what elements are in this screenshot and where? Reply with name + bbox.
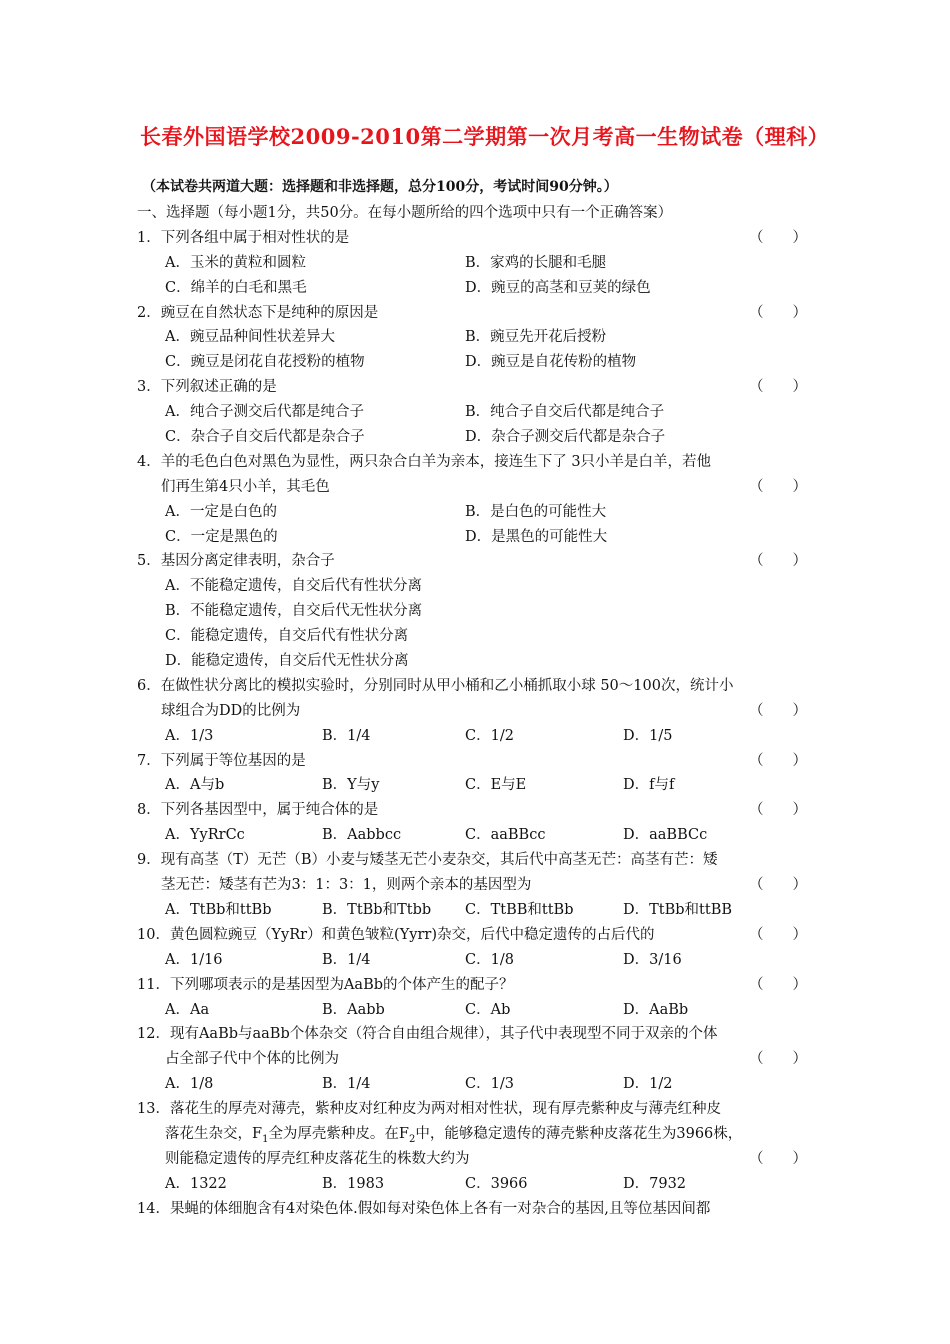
option-c: C．杂合子自交后代都是杂合子 — [165, 429, 365, 446]
option-a: A．TtBb和ttBb — [165, 901, 272, 918]
option-b: B．家鸡的长腿和毛腿 — [465, 254, 607, 271]
question-stem: 10．黄色圆粒豌豆（YyRr）和黄色皱粒(Yyrr)杂交，后代中稳定遗传的占后代的 — [137, 926, 655, 943]
question-stem: 7．下列属于等位基因的是 — [137, 752, 306, 769]
question-stem: 9．现有高茎（T）无芒（B）小麦与矮茎无芒小麦杂交，其后代中高茎无芒：高茎有芒：矮 — [137, 852, 718, 869]
option-c: C．aaBBcc — [465, 827, 546, 844]
question-stem: 茎无芒：矮茎有芒为3：1：3：1，则两个亲本的基因型为 — [161, 877, 532, 894]
option-row — [137, 425, 837, 450]
answer-blank: （ ） — [749, 802, 807, 819]
option-b: B．1/4 — [322, 727, 371, 744]
option-b: B．1/4 — [322, 1076, 371, 1093]
option-d: D．3/16 — [623, 951, 682, 968]
option-row — [137, 948, 837, 973]
question-4 — [137, 450, 837, 475]
question-stem: 12．现有AaBb与aaBb个体杂交（符合自由组合规律），其子代中表现型不同于双亲的个体 — [137, 1026, 718, 1043]
option-b: B．Y与y — [322, 777, 380, 794]
question-11 — [137, 973, 837, 998]
option-d: D．1/2 — [623, 1076, 673, 1093]
answer-blank: （ ） — [749, 1051, 807, 1068]
option-a: A．1/3 — [165, 727, 214, 744]
option-c: C．豌豆是闭花自花授粉的植物 — [165, 354, 365, 371]
option-a: A．A与b — [165, 777, 225, 794]
question-stem-part: 中，能够稳定遗传的薄壳紫种皮落花生为3966株， — [415, 1125, 743, 1142]
option-c: C．3966 — [465, 1175, 528, 1192]
question-stem-continued — [137, 873, 837, 898]
answer-blank: （ ） — [749, 229, 807, 246]
question-9 — [137, 848, 837, 873]
option-row — [137, 724, 837, 749]
exam-content — [137, 201, 837, 1222]
option-row — [137, 251, 837, 276]
question-2 — [137, 301, 837, 326]
option-b: B．是白色的可能性大 — [465, 503, 607, 520]
option-c: C．能稳定遗传，自交后代有性状分离 — [165, 628, 409, 645]
option-c: C．1/8 — [465, 951, 514, 968]
question-stem-part: 全为厚壳紫种皮。在F — [268, 1125, 409, 1142]
question-stem: 5．基因分离定律表明，杂合子 — [137, 553, 335, 570]
question-stem: 3．下列叙述正确的是 — [137, 379, 277, 396]
question-stem-part: 落花生杂交，F — [165, 1125, 263, 1142]
question-13 — [137, 1097, 837, 1122]
exam-title: 长春外国语学校2009-2010第二学期第一次月考高一生物试卷（理科） — [140, 124, 830, 149]
option-a: A．YyRrCc — [165, 827, 245, 844]
option-row — [137, 998, 837, 1023]
option-row — [137, 823, 837, 848]
option-row — [137, 525, 837, 550]
question-stem: 们再生第4只小羊，其毛色 — [161, 478, 330, 495]
answer-blank: （ ） — [749, 752, 807, 769]
question-stem: 则能稳定遗传的厚壳红种皮落花生的株数大约为 — [165, 1150, 470, 1167]
question-stem: 2．豌豆在自然状态下是纯种的原因是 — [137, 304, 379, 321]
subscript: 2 — [409, 1133, 416, 1145]
option-a: A．1322 — [165, 1175, 227, 1192]
answer-blank: （ ） — [749, 976, 807, 993]
option-c: C．E与E — [465, 777, 527, 794]
question-stem: 14．果蝇的体细胞含有4对染色体.假如每对染色体上各有一对杂合的基因,且等位基因间都 — [137, 1200, 711, 1217]
option-a: A．纯合子测交后代都是纯合子 — [165, 404, 364, 421]
answer-blank: （ ） — [749, 478, 807, 495]
answer-blank: （ ） — [749, 304, 807, 321]
option-c: C．1/2 — [465, 727, 514, 744]
option-a: A．1/8 — [165, 1076, 214, 1093]
question-stem: 11．下列哪项表示的是基因型为AaBb的个体产生的配子？ — [137, 976, 514, 993]
question-5 — [137, 549, 837, 574]
option-row — [137, 276, 837, 301]
question-stem: 1．下列各组中属于相对性状的是 — [137, 229, 350, 246]
option-d: D．TtBb和ttBB — [623, 901, 733, 918]
option-row — [137, 350, 837, 375]
option-c: C．一定是黑色的 — [165, 528, 278, 545]
option-d: D．杂合子测交后代都是杂合子 — [465, 429, 666, 446]
question-8 — [137, 798, 837, 823]
option-d: D．f与f — [623, 777, 675, 794]
option-b: B．不能稳定遗传，自交后代无性状分离 — [165, 603, 423, 620]
answer-blank: （ ） — [749, 926, 807, 943]
option-c: C．绵羊的白毛和黑毛 — [165, 279, 307, 296]
question-14 — [137, 1197, 837, 1222]
option-row — [137, 1172, 837, 1197]
answer-blank: （ ） — [749, 702, 807, 719]
option-b: B．1/4 — [322, 951, 371, 968]
question-stem-continued — [137, 475, 837, 500]
option-b: B．豌豆先开花后授粉 — [465, 329, 607, 346]
option-a: A．不能稳定遗传，自交后代有性状分离 — [165, 578, 422, 595]
question-3 — [137, 375, 837, 400]
option-b: B．1983 — [322, 1175, 385, 1192]
option-d: D．aaBBCc — [623, 827, 708, 844]
exam-note: （本试卷共两道大题：选择题和非选择题，总分100分，考试时间90分钟。） — [142, 179, 618, 195]
question-stem-continued — [137, 1147, 837, 1172]
option-d: D．7932 — [623, 1175, 687, 1192]
option-a: A．Aa — [165, 1001, 210, 1018]
question-stem-continued — [137, 699, 837, 724]
question-stem-continued — [137, 1047, 837, 1072]
option-a: A．1/16 — [165, 951, 223, 968]
section-heading: 一、选择题（每小题1分，共50分。在每小题所给的四个选项中只有一个正确答案） — [137, 205, 673, 221]
option-row — [137, 898, 837, 923]
option-d: D．1/5 — [623, 727, 673, 744]
question-stem: 4．羊的毛色白色对黑色为显性，两只杂合白羊为亲本，接连生下了 3只小羊是白羊，若他 — [137, 453, 712, 470]
question-12 — [137, 1022, 837, 1047]
question-stem: 13．落花生的厚壳对薄壳，紫种皮对红种皮为两对相对性状，现有厚壳紫种皮与薄壳红种皮 — [137, 1101, 721, 1118]
answer-blank: （ ） — [749, 553, 807, 570]
option-row — [137, 500, 837, 525]
question-6 — [137, 674, 837, 699]
option-b: B．TtBb和Ttbb — [322, 901, 432, 918]
option-row — [137, 773, 837, 798]
question-1 — [137, 226, 837, 251]
option-d: D．AaBb — [623, 1001, 689, 1018]
question-10 — [137, 923, 837, 948]
option-c: C．1/3 — [465, 1076, 514, 1093]
option-d: D．是黑色的可能性大 — [465, 528, 608, 545]
option-a: A．玉米的黄粒和圆粒 — [165, 254, 306, 271]
question-stem: 球组合为DD的比例为 — [161, 702, 301, 719]
question-stem-continued — [137, 1122, 837, 1147]
question-stem: 8．下列各基因型中，属于纯合体的是 — [137, 802, 379, 819]
option-d: D．能稳定遗传，自交后代无性状分离 — [165, 653, 409, 670]
option-a: A．一定是白色的 — [165, 503, 277, 520]
option-d: D．豌豆的高茎和豆荚的绿色 — [465, 279, 651, 296]
option-row — [137, 400, 837, 425]
option-b: B．Aabbcc — [322, 827, 402, 844]
option-a: A．豌豆品种间性状差异大 — [165, 329, 335, 346]
question-7 — [137, 749, 837, 774]
option-b: B．纯合子自交后代都是纯合子 — [465, 404, 665, 421]
question-stem: 6．在做性状分离比的模拟实验时，分别同时从甲小桶和乙小桶抓取小球 50～100次，统计小 — [137, 677, 734, 694]
answer-blank: （ ） — [749, 379, 807, 396]
answer-blank: （ ） — [749, 1150, 807, 1167]
question-stem: 占全部子代中个体的比例为 — [165, 1051, 339, 1068]
answer-blank: （ ） — [749, 877, 807, 894]
option-row — [137, 325, 837, 350]
option-d: D．豌豆是自花传粉的植物 — [465, 354, 637, 371]
subscript: 1 — [262, 1133, 269, 1145]
option-c: C．TtBB和ttBb — [465, 901, 574, 918]
option-row — [137, 1072, 837, 1097]
option-b: B．Aabb — [322, 1001, 385, 1018]
option-c: C．Ab — [465, 1001, 511, 1018]
